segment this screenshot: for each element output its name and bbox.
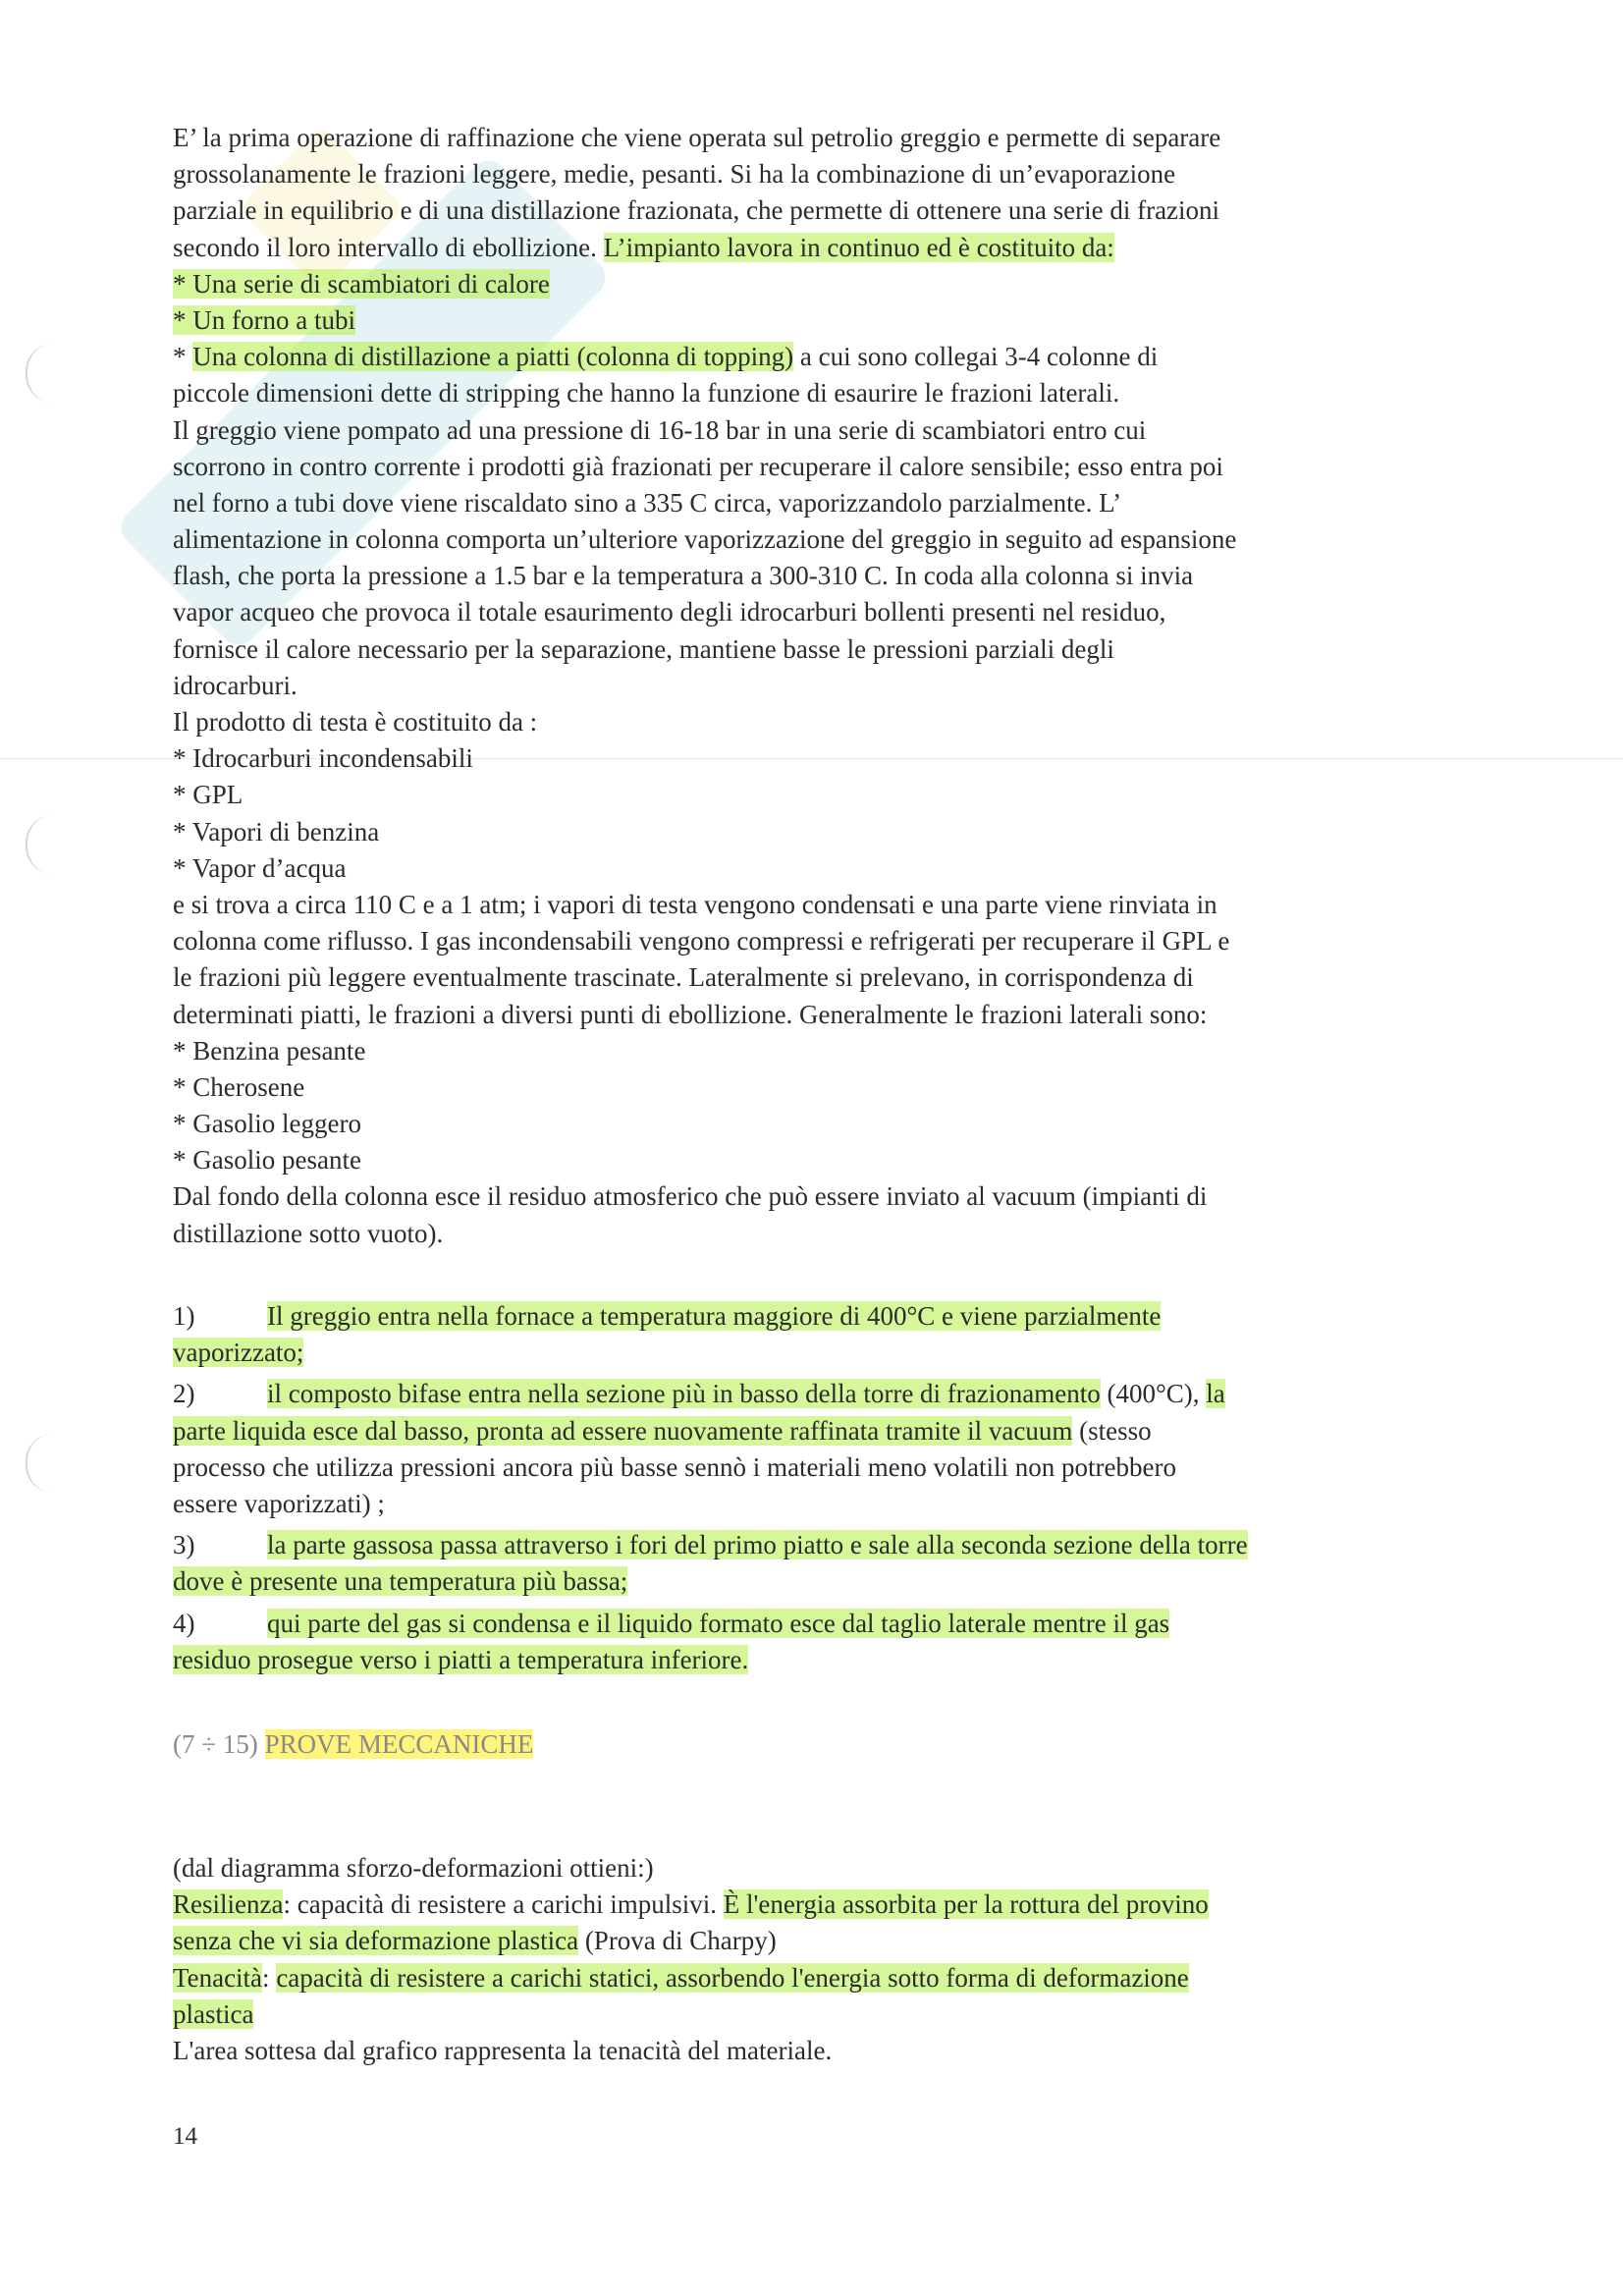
highlighted-text: vaporizzato; [173, 1338, 304, 1368]
section-heading [173, 1726, 1479, 1763]
highlighted-text: residuo prosegue verso i piatti a temperatura inferiore. [173, 1644, 749, 1674]
list-item: * Una colonna di distillazione a piatti (colonna di topping) a cui sono collegai 3-4 colonne di [173, 342, 1159, 372]
highlighted-text: senza che vi sia deformazione plastica [173, 1926, 579, 1956]
step-number: 4) [173, 1608, 195, 1638]
list-item: * Benzina pesante [173, 1035, 366, 1066]
text-line: piccole dimensioni dette di stripping che hanno la funzione di esaurire le frazioni laterali. [173, 378, 1120, 409]
list-item [173, 302, 1479, 339]
text-fragment: a cui sono collegai 3-4 colonne di [793, 342, 1159, 372]
text-fragment: (stesso [1072, 1415, 1152, 1446]
list-item [173, 266, 1479, 302]
text-fragment: secondo il loro intervallo di ebollizione. [173, 232, 604, 262]
text-line: distillazione sotto vuoto). [173, 1218, 444, 1248]
text-line [173, 230, 1479, 266]
text-fragment: (Prova di Charpy) [578, 1926, 777, 1956]
text-line: Il greggio viene pompato ad una pressione di 16-18 bar in una serie di scambiatori entro cui [173, 414, 1147, 445]
step-item [173, 1563, 1479, 1600]
text-line: fornisce il calore necessario per la separazione, mantiene basse le pressioni parziali degli [173, 633, 1114, 664]
scan-margin-mark [26, 1434, 53, 1493]
highlighted-text: L’impianto lavora in continuo ed è costituito da: [603, 232, 1114, 262]
term-resilienza: Resilienza [173, 1889, 284, 1920]
highlighted-text: la [1206, 1379, 1225, 1409]
highlighted-text: Il greggio entra nella fornace a temperatura maggiore di 400°C e viene parzialmente [267, 1301, 1162, 1331]
text-line: essere vaporizzati) ; [173, 1488, 385, 1518]
highlighted-text: il composto bifase entra nella sezione più in basso della torre di frazionamento [267, 1379, 1101, 1409]
text-line: grossolanamente le frazioni leggere, medie, pesanti. Si ha la combinazione di un’evaporazione [173, 159, 1176, 190]
text-line: Il prodotto di testa è costituito da : [173, 707, 538, 737]
definition-line [173, 1996, 1479, 2033]
step-item [173, 1527, 1479, 1563]
text-fragment: : capacità di resistere a carichi impulsivi. [283, 1889, 724, 1920]
text-line: E’ la prima operazione di raffinazione che viene operata sul petrolio greggio e permette di separare [173, 123, 1221, 152]
section-title: PROVE MECCANICHE [264, 1729, 534, 1759]
list-item: * Vapori di benzina [173, 816, 380, 847]
text-line: alimentazione in colonna comporta un’ulteriore vaporizzazione del greggio in seguito ad espansione [173, 524, 1237, 555]
text-line: flash, che porta la pressione a 1.5 bar e la temperatura a 300-310 C. In coda alla colonna si invia [173, 561, 1194, 591]
highlighted-text: * Un forno a tubi [173, 304, 355, 335]
step-item [173, 1298, 1479, 1335]
step-number: 2) [173, 1379, 195, 1409]
text-line: L'area sottesa dal grafico rappresenta la tenacità del materiale. [173, 2035, 833, 2065]
highlighted-text: la parte gassosa passa attraverso i fori del primo piatto e sale alla seconda sezione della torre [267, 1530, 1248, 1560]
text-line: idrocarburi. [173, 670, 298, 700]
scan-margin-mark [26, 815, 53, 874]
highlighted-text: * Una serie di scambiatori di calore [173, 268, 550, 299]
step-item [173, 1642, 1479, 1678]
step-item [173, 1606, 1479, 1642]
scan-margin-mark [26, 344, 53, 403]
mechanical-definitions [173, 1850, 1479, 2069]
text-line: parziale in equilibrio e di una distillazione frazionata, che permette di ottenere una serie di frazioni [173, 195, 1220, 226]
list-item: * Gasolio pesante [173, 1145, 361, 1175]
highlighted-text: parte liquida esce dal basso, pronta ad essere nuovamente raffinata tramite il vacuum [173, 1415, 1073, 1446]
list-item: * GPL [173, 780, 243, 810]
text-line: determinati piatti, le frazioni a diversi punti di ebollizione. Generalmente le frazioni laterali sono: [173, 999, 1208, 1029]
step-item [173, 1413, 1479, 1449]
text-line: e si trova a circa 110 C e a 1 atm; i vapori di testa vengono condensati e una parte viene rinviata in [173, 889, 1217, 919]
step-number: 3) [173, 1530, 195, 1560]
list-item: * Cherosene [173, 1071, 305, 1102]
highlighted-text: È l'energia assorbita per la rottura del provino [723, 1889, 1209, 1920]
main-text [173, 120, 1479, 1252]
text-fragment: : [262, 1962, 277, 1993]
definition-line [173, 1923, 1479, 1959]
step-item [173, 1335, 1479, 1371]
term-tenacita: Tenacità [173, 1962, 263, 1993]
text-line: Dal fondo della colonna esce il residuo atmosferico che può essere inviato al vacuum (impianti di [173, 1181, 1208, 1212]
step-number: 1) [173, 1301, 195, 1331]
step-item [173, 1376, 1479, 1412]
highlighted-text: plastica [173, 1998, 254, 2029]
text-line: (dal diagramma sforzo-deformazioni ottieni:) [173, 1853, 654, 1883]
highlighted-text: qui parte del gas si condensa e il liquido formato esce dal taglio laterale mentre il gas [267, 1608, 1170, 1638]
definition-line [173, 1960, 1479, 1996]
text-line: vapor acqueo che provoca il totale esaurimento degli idrocarburi bollenti presenti nel residuo, [173, 597, 1166, 628]
list-item: * Gasolio leggero [173, 1109, 361, 1139]
highlighted-text: dove è presente una temperatura più bassa; [173, 1566, 628, 1597]
section-range: (7 ÷ 15) [173, 1729, 258, 1759]
page-number: 14 [173, 2123, 197, 2150]
list-item: * Vapor d’acqua [173, 852, 347, 883]
text-fragment: (400°C), [1100, 1379, 1207, 1409]
text-line: nel forno a tubi dove viene riscaldato sino a 335 C circa, vaporizzandolo parzialmente. L’ [173, 487, 1122, 518]
highlighted-text: capacità di resistere a carichi statici, assorbendo l'energia sotto forma di deformazione [276, 1962, 1189, 1993]
text-line: colonna come riflusso. I gas incondensabili vengono compressi e refrigerati per recuperare il GPL e [173, 926, 1230, 957]
list-item: * Idrocarburi incondensabili [173, 743, 473, 774]
highlighted-text: Una colonna di distillazione a piatti (colonna di topping) [192, 342, 794, 372]
text-line: processo che utilizza pressioni ancora più basse sennò i materiali meno volatili non potrebbero [173, 1451, 1176, 1482]
definition-line [173, 1886, 1479, 1923]
text-line: scorrono in contro corrente i prodotti già frazionati per recuperare il calore sensibile; esso entra poi [173, 451, 1223, 481]
text-line: le frazioni più leggere eventualmente trascinate. Lateralmente si prelevano, in corrispondenza di [173, 962, 1194, 993]
steps-list [173, 1298, 1479, 1678]
